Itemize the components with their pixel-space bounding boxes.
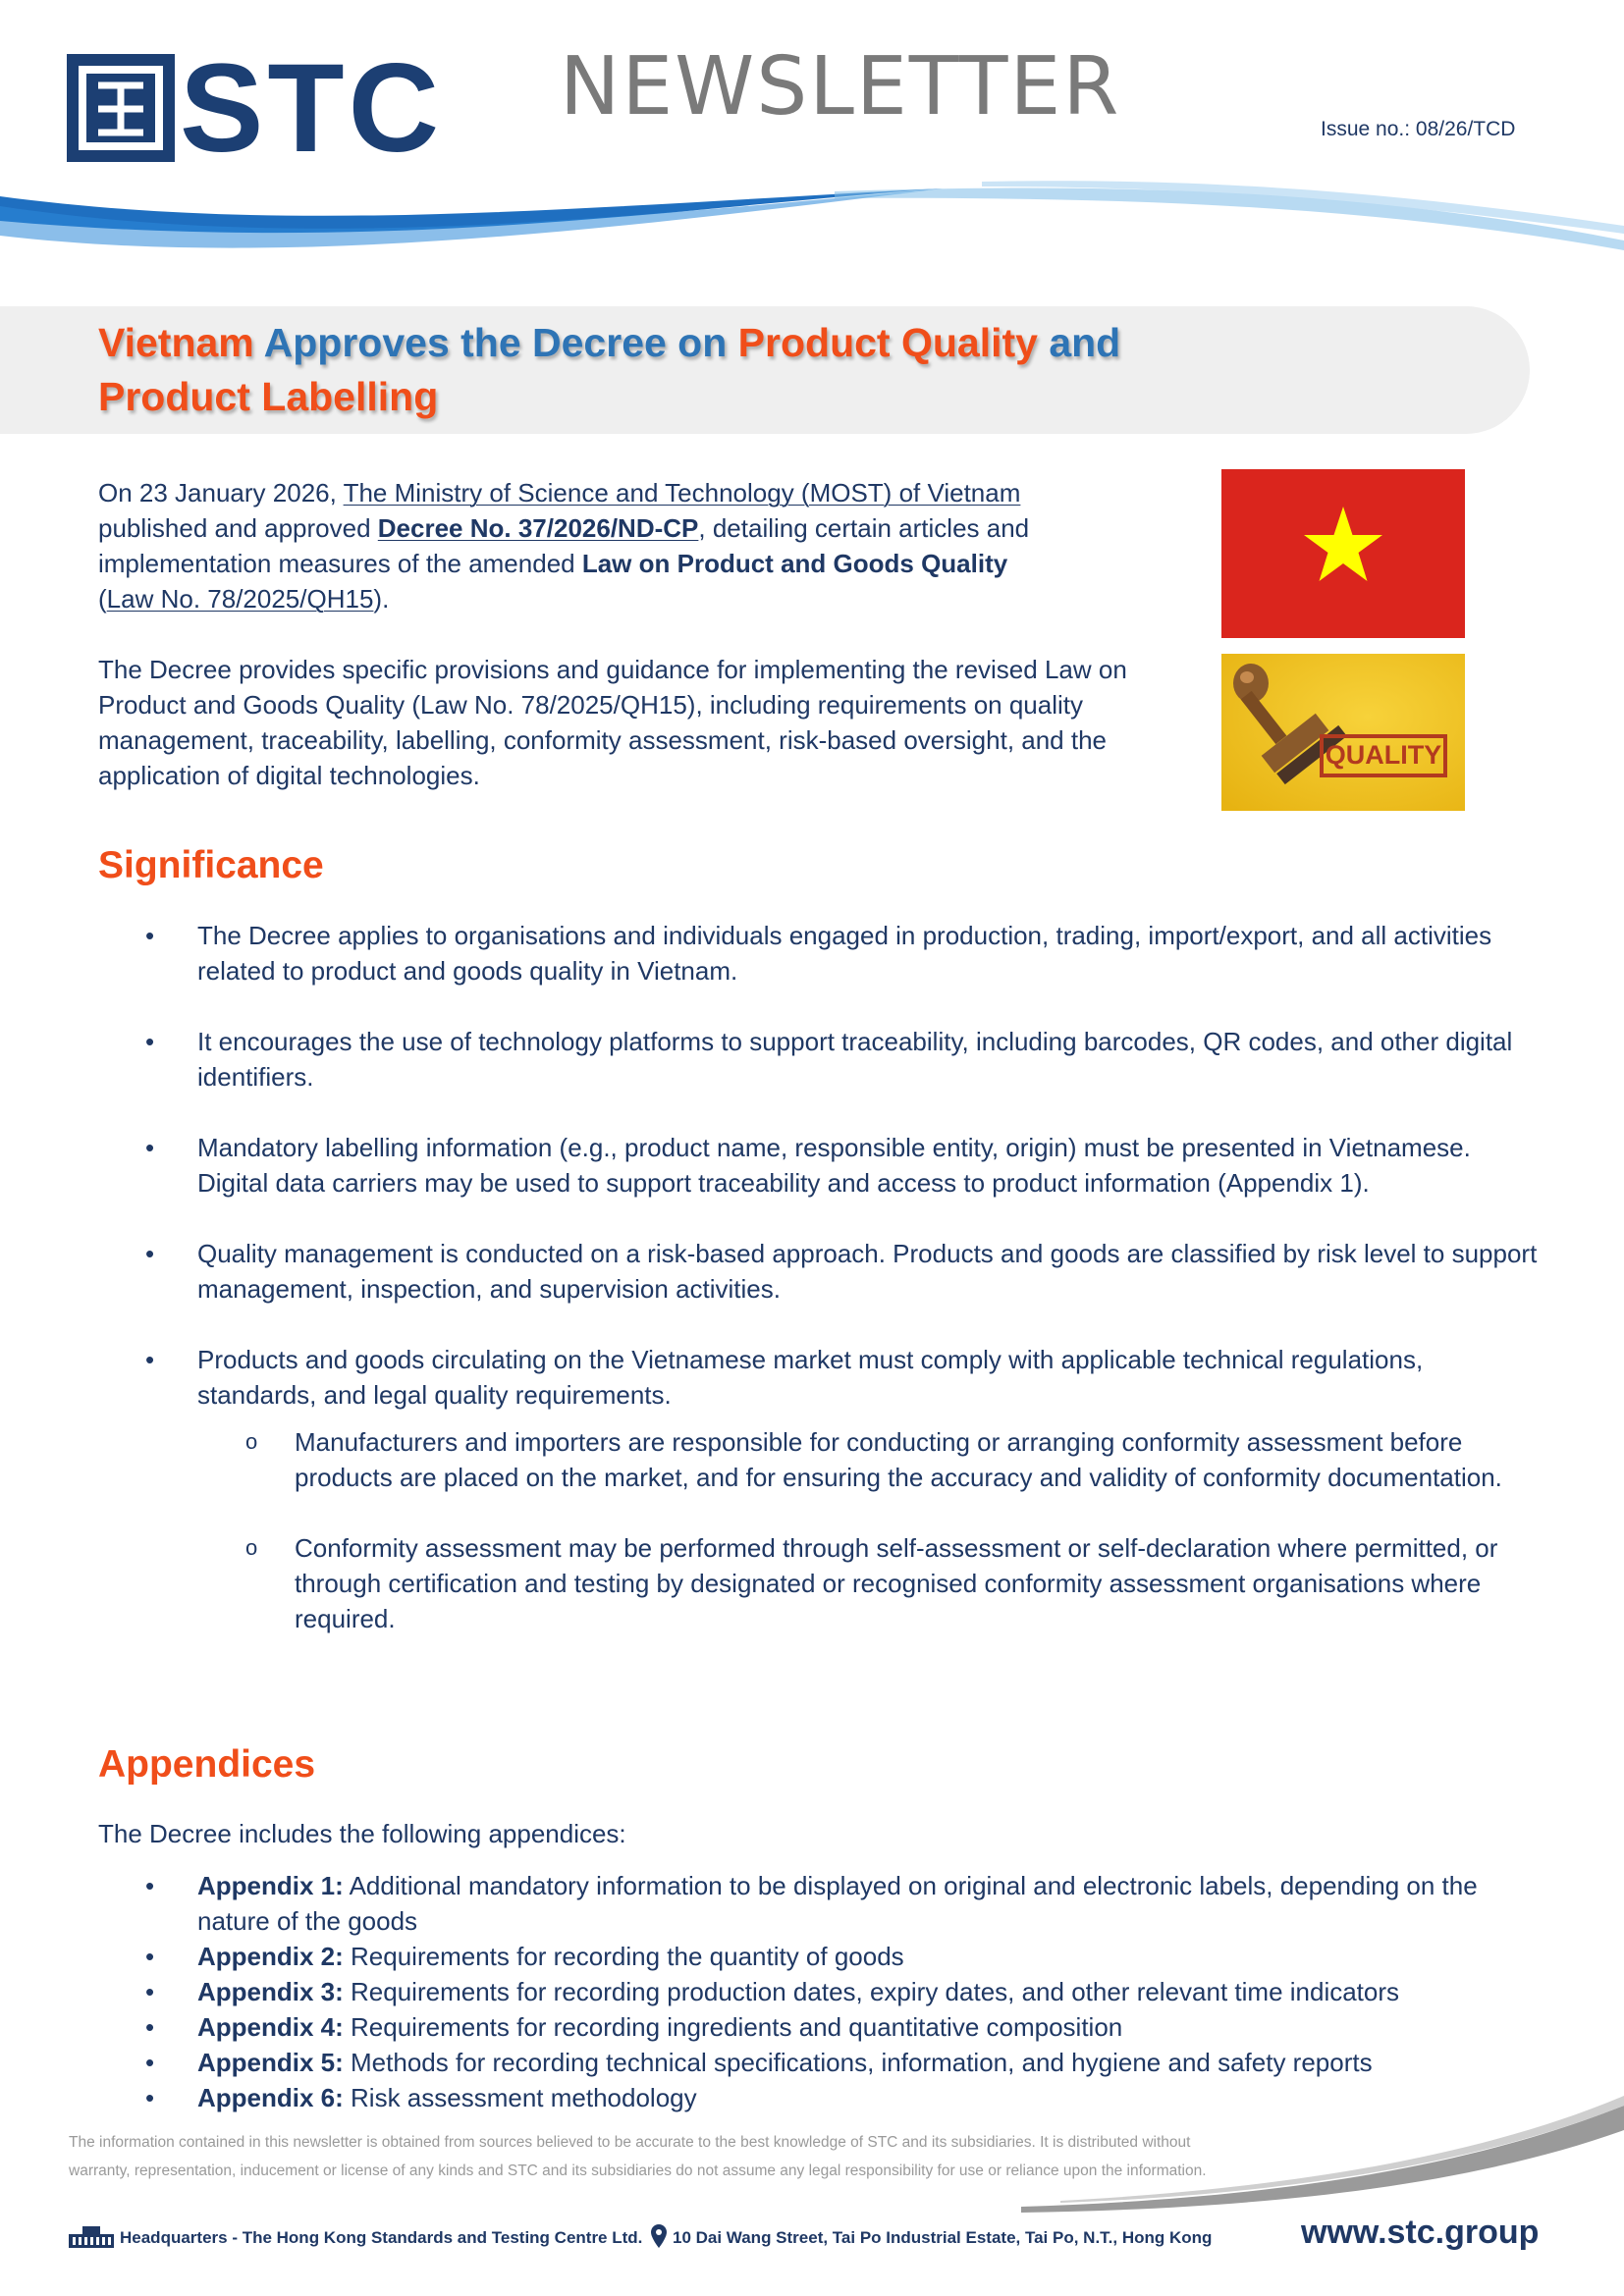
title-word-product-quality: Product Quality — [737, 320, 1038, 365]
location-pin-icon — [651, 2224, 667, 2248]
star-icon — [1221, 469, 1465, 638]
newsletter-heading: NEWSLETTER — [560, 40, 1121, 133]
disclaimer — [69, 2128, 1326, 2185]
stc-logo — [67, 38, 460, 179]
stc-logo-text: STC — [180, 38, 443, 179]
title-word-and: and — [1037, 320, 1121, 365]
footer-address-text: 10 Dai Wang Street, Tai Po Industrial Estate, Tai Po, N.T., Hong Kong — [673, 2228, 1213, 2247]
appendix-label: Appendix 6: — [197, 2083, 344, 2112]
rubber-stamp-icon — [1221, 654, 1465, 811]
appendix-text: Requirements for recording production dates, expiry dates, and other relevant time indicators — [343, 1977, 1400, 2006]
appendix-item — [98, 2045, 1542, 2080]
disclaimer-line: The information contained in this newsletter is obtained from sources believed to be accurate to the best knowledge of STC and its subsidiaries. It is distributed without — [69, 2134, 1191, 2151]
significance-list — [98, 918, 1542, 1636]
list-item: • The Decree applies to organisations and individuals engaged in production, trading, import/export, and all activities related to product and goods quality in Vietnam. — [98, 918, 1542, 988]
title-word-vietnam: Vietnam — [98, 320, 254, 365]
intro-text: published and approved — [98, 513, 378, 543]
appendix-label: Appendix 4: — [197, 2012, 344, 2042]
appendix-item — [98, 1974, 1542, 2009]
appendix-text: Requirements for recording ingredients and quantitative composition — [343, 2012, 1123, 2042]
footer-address — [651, 2224, 1212, 2248]
appendix-text: Risk assessment methodology — [343, 2083, 697, 2112]
header-swoosh-decoration — [0, 177, 1624, 265]
intro-paragraph-2: The Decree provides specific provisions and guidance for implementing the revised Law on Product and Goods Quality (Law No. 78/2025/QH15), including requirements on quality management, traceability, labelling, conformity assessment, risk-based oversight, and the application of digital technologies. — [98, 655, 1127, 790]
issue-number: Issue no.: 08/26/TCD — [1321, 118, 1516, 140]
appendices-list — [98, 1868, 1542, 2115]
appendix-label: Appendix 3: — [197, 1977, 344, 2006]
quality-stamp-text: QUALITY — [1325, 740, 1442, 770]
list-item: • Quality management is conducted on a risk‑based approach. Products and goods are classified by risk level to support management, inspection, and supervision activities. — [98, 1236, 1542, 1307]
intro-text: ). — [373, 584, 390, 614]
sub-list-item: o Conformity assessment may be performed through self‑assessment or self‑declaration where permitted, or through certification and testing by designated or recognised conformity assessment organisations where required. — [197, 1530, 1542, 1636]
stc-logo-mark-icon — [67, 54, 175, 162]
appendix-text: Additional mandatory information to be displayed on original and electronic labels, depending on the nature of the goods — [197, 1871, 1478, 1936]
appendix-label: Appendix 5: — [197, 2048, 344, 2077]
list-item: • Mandatory labelling information (e.g., product name, responsible entity, origin) must be presented in Vietnamese. Digital data carriers may be used to support traceability and access to product information (Appendix 1). — [98, 1130, 1542, 1201]
most-link[interactable]: The Ministry of Science and Technology (MOST) of Vietnam — [343, 478, 1021, 507]
article-title — [98, 316, 1276, 424]
building-icon — [69, 2224, 114, 2248]
law-name: Law on Product and Goods Quality — [581, 549, 1008, 578]
intro-text: , detailing certain articles and implementation measures of the amended — [98, 513, 1030, 578]
title-part-approves: Approves the Decree on — [253, 320, 738, 365]
sub-list — [197, 1424, 1542, 1636]
appendices-intro: The Decree includes the following appendices: — [98, 1819, 626, 1848]
appendices-heading: Appendices — [98, 1743, 316, 1786]
website-link[interactable]: www.stc.group — [1301, 2214, 1540, 2251]
appendix-text: Requirements for recording the quantity of goods — [343, 1942, 904, 1971]
title-word-product-labelling: Product Labelling — [98, 374, 439, 419]
disclaimer-line: warranty, representation, inducement or license of any kinds and STC and its subsidiaries do not assume any legal responsibility for use or reliance upon the information. — [69, 2163, 1207, 2179]
intro-text: ( — [98, 584, 107, 614]
significance-heading: Significance — [98, 844, 324, 886]
appendix-text: Methods for recording technical specifications, information, and hygiene and safety reports — [343, 2048, 1373, 2077]
law-number-link[interactable]: Law No. 78/2025/QH15 — [106, 584, 374, 614]
list-item-text: Products and goods circulating on the Vietnamese market must comply with applicable technical regulations, standards, and legal quality requirements. — [197, 1345, 1424, 1410]
list-item — [98, 1342, 1542, 1636]
list-item: • It encourages the use of technology platforms to support traceability, including barcodes, QR codes, and other digital identifiers. — [98, 1024, 1542, 1095]
appendix-label: Appendix 2: — [197, 1942, 344, 1971]
appendix-item — [98, 1868, 1542, 1939]
intro-paragraph-1 — [98, 475, 1110, 616]
intro-text: On 23 January 2026, — [98, 478, 344, 507]
decree-link[interactable]: Decree No. 37/2026/ND-CP — [377, 513, 699, 543]
sub-list-item: o Manufacturers and importers are responsible for conducting or arranging conformity assessment before products are placed on the market, and for ensuring the accuracy and validity of conformity documentation. — [197, 1424, 1542, 1495]
footer-headquarters — [69, 2224, 642, 2248]
footer-hq-text: Headquarters - The Hong Kong Standards and Testing Centre Ltd. — [120, 2228, 643, 2247]
appendix-label: Appendix 1: — [197, 1871, 344, 1900]
vietnam-flag-image — [1221, 469, 1465, 638]
appendix-item — [98, 1939, 1542, 1974]
appendix-item — [98, 2009, 1542, 2045]
quality-stamp-image — [1221, 654, 1465, 811]
